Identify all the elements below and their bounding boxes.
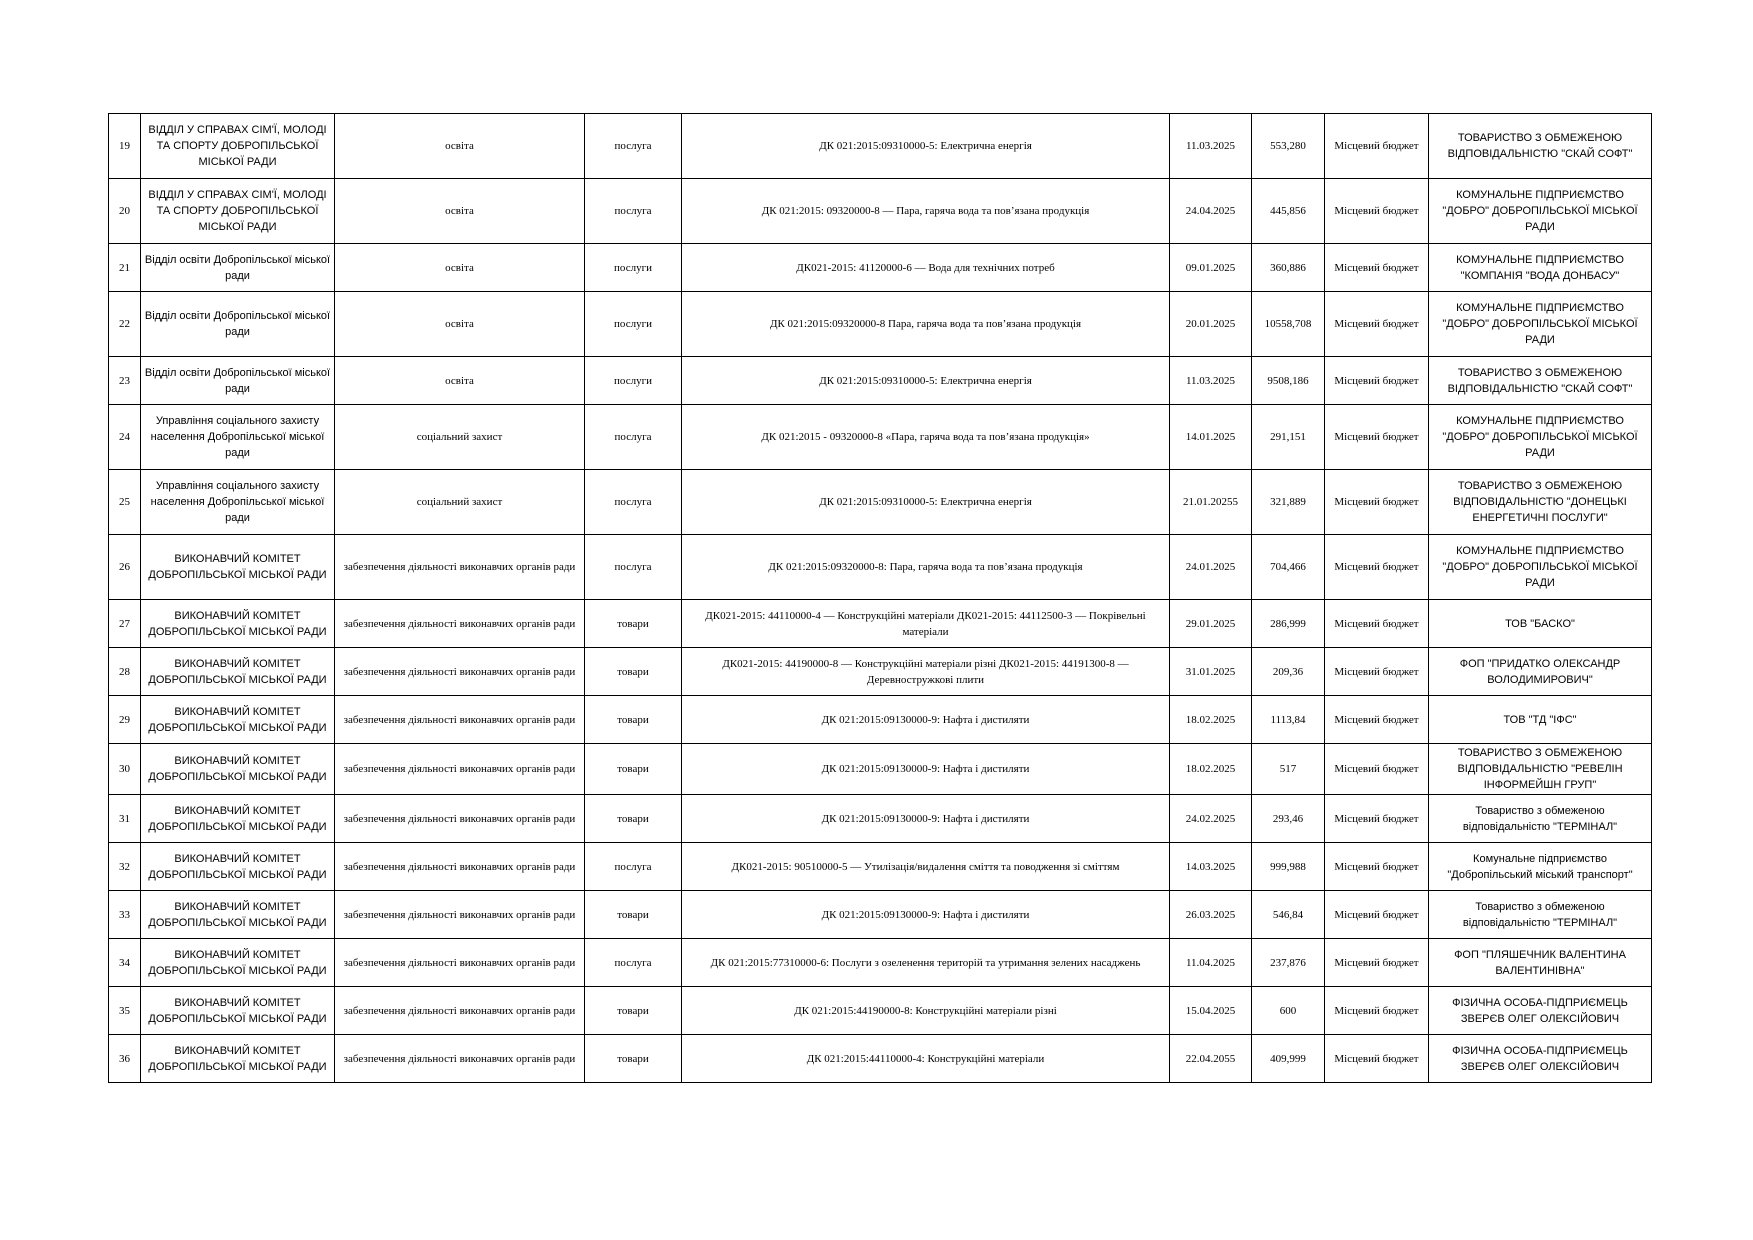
subject-cell: ДК 021:2015:44110000-4: Конструкційні матеріали <box>682 1035 1170 1083</box>
sector-cell: освіта <box>335 179 585 244</box>
funding-source-cell: Місцевий бюджет <box>1325 987 1429 1035</box>
sector-cell: забезпечення діяльності виконавчих органів ради <box>335 696 585 744</box>
subject-cell: ДК 021:2015:77310000-6: Послуги з озеленення територій та утримання зелених насаджень <box>682 939 1170 987</box>
customer-cell: ВИКОНАВЧИЙ КОМІТЕТ ДОБРОПІЛЬСЬКОЇ МІСЬКОЇ РАДИ <box>141 535 335 600</box>
row-number: 33 <box>109 891 141 939</box>
funding-source-cell: Місцевий бюджет <box>1325 357 1429 405</box>
supplier-cell: Товариство з обмеженою відповідальністю "ТЕРМІНАЛ" <box>1429 795 1652 843</box>
date-cell: 11.04.2025 <box>1170 939 1252 987</box>
sector-cell: забезпечення діяльності виконавчих органів ради <box>335 535 585 600</box>
row-number: 31 <box>109 795 141 843</box>
procurement-type-cell: послуга <box>585 535 682 600</box>
amount-cell: 209,36 <box>1252 648 1325 696</box>
amount-cell: 704,466 <box>1252 535 1325 600</box>
amount-cell: 600 <box>1252 987 1325 1035</box>
sector-cell: забезпечення діяльності виконавчих органів ради <box>335 843 585 891</box>
amount-cell: 999,988 <box>1252 843 1325 891</box>
procurement-type-cell: послуга <box>585 179 682 244</box>
sector-cell: забезпечення діяльності виконавчих органів ради <box>335 744 585 795</box>
supplier-cell: Товариство з обмеженою відповідальністю "ТЕРМІНАЛ" <box>1429 891 1652 939</box>
subject-cell: ДК 021:2015:09130000-9: Нафта і дистиляти <box>682 891 1170 939</box>
customer-cell: ВИКОНАВЧИЙ КОМІТЕТ ДОБРОПІЛЬСЬКОЇ МІСЬКОЇ РАДИ <box>141 1035 335 1083</box>
funding-source-cell: Місцевий бюджет <box>1325 244 1429 292</box>
funding-source-cell: Місцевий бюджет <box>1325 648 1429 696</box>
funding-source-cell: Місцевий бюджет <box>1325 114 1429 179</box>
table-row <box>109 795 1652 843</box>
sector-cell: забезпечення діяльності виконавчих органів ради <box>335 648 585 696</box>
row-number: 23 <box>109 357 141 405</box>
date-cell: 26.03.2025 <box>1170 891 1252 939</box>
procurement-type-cell: товари <box>585 891 682 939</box>
customer-cell: ВИКОНАВЧИЙ КОМІТЕТ ДОБРОПІЛЬСЬКОЇ МІСЬКОЇ РАДИ <box>141 795 335 843</box>
funding-source-cell: Місцевий бюджет <box>1325 744 1429 795</box>
procurement-type-cell: послуга <box>585 939 682 987</box>
table-row <box>109 987 1652 1035</box>
supplier-cell: ТОВАРИСТВО З ОБМЕЖЕНОЮ ВІДПОВІДАЛЬНІСТЮ "СКАЙ СОФТ" <box>1429 114 1652 179</box>
procurement-type-cell: товари <box>585 1035 682 1083</box>
supplier-cell: ФІЗИЧНА ОСОБА-ПІДПРИЄМЕЦЬ ЗВЕРЄВ ОЛЕГ ОЛЕКСІЙОВИЧ <box>1429 987 1652 1035</box>
procurement-type-cell: послуга <box>585 405 682 470</box>
subject-cell: ДК021-2015: 44110000-4 — Конструкційні матеріали ДК021-2015: 44112500-3 — Покрівельні матеріали <box>682 600 1170 648</box>
date-cell: 18.02.2025 <box>1170 696 1252 744</box>
funding-source-cell: Місцевий бюджет <box>1325 600 1429 648</box>
customer-cell: ВИКОНАВЧИЙ КОМІТЕТ ДОБРОПІЛЬСЬКОЇ МІСЬКОЇ РАДИ <box>141 744 335 795</box>
procurement-type-cell: товари <box>585 744 682 795</box>
amount-cell: 9508,186 <box>1252 357 1325 405</box>
customer-cell: Відділ освіти Добропільської міської ради <box>141 292 335 357</box>
amount-cell: 321,889 <box>1252 470 1325 535</box>
amount-cell: 237,876 <box>1252 939 1325 987</box>
procurement-type-cell: товари <box>585 696 682 744</box>
subject-cell: ДК 021:2015:09130000-9: Нафта і дистиляти <box>682 696 1170 744</box>
sector-cell: забезпечення діяльності виконавчих органів ради <box>335 1035 585 1083</box>
amount-cell: 553,280 <box>1252 114 1325 179</box>
subject-cell: ДК 021:2015 - 09320000-8 «Пара, гаряча вода та пов’язана продукція» <box>682 405 1170 470</box>
funding-source-cell: Місцевий бюджет <box>1325 470 1429 535</box>
row-number: 22 <box>109 292 141 357</box>
funding-source-cell: Місцевий бюджет <box>1325 696 1429 744</box>
row-number: 19 <box>109 114 141 179</box>
subject-cell: ДК 021:2015: 09320000-8 — Пара, гаряча вода та пов’язана продукція <box>682 179 1170 244</box>
table-row <box>109 1035 1652 1083</box>
sector-cell: соціальний захист <box>335 405 585 470</box>
customer-cell: Відділ освіти Добропільської міської ради <box>141 357 335 405</box>
date-cell: 31.01.2025 <box>1170 648 1252 696</box>
supplier-cell: ТОВАРИСТВО З ОБМЕЖЕНОЮ ВІДПОВІДАЛЬНІСТЮ "ДОНЕЦЬКІ ЕНЕРГЕТИЧНІ ПОСЛУГИ" <box>1429 470 1652 535</box>
date-cell: 24.02.2025 <box>1170 795 1252 843</box>
sector-cell: забезпечення діяльності виконавчих органів ради <box>335 600 585 648</box>
subject-cell: ДК 021:2015:09310000-5: Електрична енергія <box>682 357 1170 405</box>
date-cell: 24.01.2025 <box>1170 535 1252 600</box>
row-number: 36 <box>109 1035 141 1083</box>
supplier-cell: КОМУНАЛЬНЕ ПІДПРИЄМСТВО "ДОБРО" ДОБРОПІЛЬСЬКОЇ МІСЬКОЇ РАДИ <box>1429 292 1652 357</box>
subject-cell: ДК021-2015: 44190000-8 — Конструкційні матеріали різні ДК021-2015: 44191300-8 — Деревностружкові плити <box>682 648 1170 696</box>
date-cell: 21.01.20255 <box>1170 470 1252 535</box>
sector-cell: забезпечення діяльності виконавчих органів ради <box>335 891 585 939</box>
customer-cell: ВИКОНАВЧИЙ КОМІТЕТ ДОБРОПІЛЬСЬКОЇ МІСЬКОЇ РАДИ <box>141 696 335 744</box>
procurement-type-cell: товари <box>585 987 682 1035</box>
table-row <box>109 843 1652 891</box>
subject-cell: ДК 021:2015:09320000-8 Пара, гаряча вода та пов’язана продукція <box>682 292 1170 357</box>
date-cell: 15.04.2025 <box>1170 987 1252 1035</box>
sector-cell: освіта <box>335 114 585 179</box>
amount-cell: 286,999 <box>1252 600 1325 648</box>
row-number: 30 <box>109 744 141 795</box>
supplier-cell: ТОВ "ТД "ІФС" <box>1429 696 1652 744</box>
funding-source-cell: Місцевий бюджет <box>1325 891 1429 939</box>
date-cell: 11.03.2025 <box>1170 114 1252 179</box>
procurement-type-cell: товари <box>585 795 682 843</box>
row-number: 25 <box>109 470 141 535</box>
customer-cell: ВІДДІЛ У СПРАВАХ СІМ'Ї, МОЛОДІ ТА СПОРТУ ДОБРОПІЛЬСЬКОЇ МІСЬКОЇ РАДИ <box>141 179 335 244</box>
date-cell: 18.02.2025 <box>1170 744 1252 795</box>
funding-source-cell: Місцевий бюджет <box>1325 795 1429 843</box>
funding-source-cell: Місцевий бюджет <box>1325 179 1429 244</box>
table-row <box>109 114 1652 179</box>
row-number: 34 <box>109 939 141 987</box>
subject-cell: ДК 021:2015:09310000-5: Електрична енергія <box>682 470 1170 535</box>
procurement-type-cell: послуги <box>585 357 682 405</box>
sector-cell: забезпечення діяльності виконавчих органів ради <box>335 795 585 843</box>
customer-cell: ВІДДІЛ У СПРАВАХ СІМ'Ї, МОЛОДІ ТА СПОРТУ ДОБРОПІЛЬСЬКОЇ МІСЬКОЇ РАДИ <box>141 114 335 179</box>
row-number: 32 <box>109 843 141 891</box>
customer-cell: ВИКОНАВЧИЙ КОМІТЕТ ДОБРОПІЛЬСЬКОЇ МІСЬКОЇ РАДИ <box>141 891 335 939</box>
supplier-cell: Комунальне підприємство "Добропільський міський транспорт" <box>1429 843 1652 891</box>
procurement-type-cell: товари <box>585 600 682 648</box>
supplier-cell: ФІЗИЧНА ОСОБА-ПІДПРИЄМЕЦЬ ЗВЕРЄВ ОЛЕГ ОЛЕКСІЙОВИЧ <box>1429 1035 1652 1083</box>
table-row <box>109 891 1652 939</box>
customer-cell: ВИКОНАВЧИЙ КОМІТЕТ ДОБРОПІЛЬСЬКОЇ МІСЬКОЇ РАДИ <box>141 648 335 696</box>
amount-cell: 293,46 <box>1252 795 1325 843</box>
customer-cell: ВИКОНАВЧИЙ КОМІТЕТ ДОБРОПІЛЬСЬКОЇ МІСЬКОЇ РАДИ <box>141 939 335 987</box>
subject-cell: ДК 021:2015:09310000-5: Електрична енергія <box>682 114 1170 179</box>
subject-cell: ДК 021:2015:09320000-8: Пара, гаряча вода та пов’язана продукція <box>682 535 1170 600</box>
customer-cell: ВИКОНАВЧИЙ КОМІТЕТ ДОБРОПІЛЬСЬКОЇ МІСЬКОЇ РАДИ <box>141 843 335 891</box>
supplier-cell: КОМУНАЛЬНЕ ПІДПРИЄМСТВО "ДОБРО" ДОБРОПІЛЬСЬКОЇ МІСЬКОЇ РАДИ <box>1429 535 1652 600</box>
row-number: 35 <box>109 987 141 1035</box>
table-row <box>109 696 1652 744</box>
row-number: 27 <box>109 600 141 648</box>
customer-cell: Управління соціального захисту населення Добропільської міської ради <box>141 470 335 535</box>
table-row <box>109 939 1652 987</box>
procurement-type-cell: послуги <box>585 292 682 357</box>
sector-cell: соціальний захист <box>335 470 585 535</box>
date-cell: 14.01.2025 <box>1170 405 1252 470</box>
table-row <box>109 244 1652 292</box>
document-page <box>108 113 1651 1083</box>
supplier-cell: КОМУНАЛЬНЕ ПІДПРИЄМСТВО "ДОБРО" ДОБРОПІЛЬСЬКОЇ МІСЬКОЇ РАДИ <box>1429 179 1652 244</box>
table-row <box>109 292 1652 357</box>
procurement-type-cell: послуги <box>585 244 682 292</box>
date-cell: 14.03.2025 <box>1170 843 1252 891</box>
funding-source-cell: Місцевий бюджет <box>1325 535 1429 600</box>
funding-source-cell: Місцевий бюджет <box>1325 1035 1429 1083</box>
row-number: 26 <box>109 535 141 600</box>
amount-cell: 546,84 <box>1252 891 1325 939</box>
procurement-type-cell: послуга <box>585 470 682 535</box>
date-cell: 24.04.2025 <box>1170 179 1252 244</box>
customer-cell: ВИКОНАВЧИЙ КОМІТЕТ ДОБРОПІЛЬСЬКОЇ МІСЬКОЇ РАДИ <box>141 987 335 1035</box>
table-row <box>109 600 1652 648</box>
funding-source-cell: Місцевий бюджет <box>1325 939 1429 987</box>
procurement-type-cell: послуга <box>585 114 682 179</box>
row-number: 21 <box>109 244 141 292</box>
amount-cell: 445,856 <box>1252 179 1325 244</box>
subject-cell: ДК021-2015: 90510000-5 — Утилізація/видалення сміття та поводження зі сміттям <box>682 843 1170 891</box>
funding-source-cell: Місцевий бюджет <box>1325 405 1429 470</box>
date-cell: 20.01.2025 <box>1170 292 1252 357</box>
date-cell: 22.04.2055 <box>1170 1035 1252 1083</box>
sector-cell: забезпечення діяльності виконавчих органів ради <box>335 939 585 987</box>
date-cell: 29.01.2025 <box>1170 600 1252 648</box>
sector-cell: освіта <box>335 244 585 292</box>
row-number: 29 <box>109 696 141 744</box>
procurement-type-cell: товари <box>585 648 682 696</box>
customer-cell: ВИКОНАВЧИЙ КОМІТЕТ ДОБРОПІЛЬСЬКОЇ МІСЬКОЇ РАДИ <box>141 600 335 648</box>
funding-source-cell: Місцевий бюджет <box>1325 292 1429 357</box>
amount-cell: 360,886 <box>1252 244 1325 292</box>
table-row <box>109 535 1652 600</box>
supplier-cell: ФОП "ПЛЯШЕЧНИК ВАЛЕНТИНА ВАЛЕНТИНІВНА" <box>1429 939 1652 987</box>
amount-cell: 10558,708 <box>1252 292 1325 357</box>
supplier-cell: ФОП "ПРИДАТКО ОЛЕКСАНДР ВОЛОДИМИРОВИЧ" <box>1429 648 1652 696</box>
funding-source-cell: Місцевий бюджет <box>1325 843 1429 891</box>
table-body <box>109 114 1652 1083</box>
sector-cell: забезпечення діяльності виконавчих органів ради <box>335 987 585 1035</box>
amount-cell: 517 <box>1252 744 1325 795</box>
subject-cell: ДК021-2015: 41120000-6 — Вода для технічних потреб <box>682 244 1170 292</box>
subject-cell: ДК 021:2015:09130000-9: Нафта і дистиляти <box>682 744 1170 795</box>
supplier-cell: КОМУНАЛЬНЕ ПІДПРИЄМСТВО "ДОБРО" ДОБРОПІЛЬСЬКОЇ МІСЬКОЇ РАДИ <box>1429 405 1652 470</box>
procurement-table <box>108 113 1652 1083</box>
supplier-cell: ТОВ "БАСКО" <box>1429 600 1652 648</box>
table-row <box>109 470 1652 535</box>
subject-cell: ДК 021:2015:09130000-9: Нафта і дистиляти <box>682 795 1170 843</box>
supplier-cell: ТОВАРИСТВО З ОБМЕЖЕНОЮ ВІДПОВІДАЛЬНІСТЮ "СКАЙ СОФТ" <box>1429 357 1652 405</box>
table-row <box>109 648 1652 696</box>
sector-cell: освіта <box>335 292 585 357</box>
amount-cell: 409,999 <box>1252 1035 1325 1083</box>
procurement-type-cell: послуга <box>585 843 682 891</box>
row-number: 20 <box>109 179 141 244</box>
customer-cell: Управління соціального захисту населення Добропільської міської ради <box>141 405 335 470</box>
row-number: 28 <box>109 648 141 696</box>
supplier-cell: ТОВАРИСТВО З ОБМЕЖЕНОЮ ВІДПОВІДАЛЬНІСТЮ "РЕВЕЛІН ІНФОРМЕЙШН ГРУП" <box>1429 744 1652 795</box>
table-row <box>109 357 1652 405</box>
table-row <box>109 405 1652 470</box>
subject-cell: ДК 021:2015:44190000-8: Конструкційні матеріали різні <box>682 987 1170 1035</box>
table-row <box>109 179 1652 244</box>
customer-cell: Відділ освіти Добропільської міської ради <box>141 244 335 292</box>
table-row <box>109 744 1652 795</box>
date-cell: 11.03.2025 <box>1170 357 1252 405</box>
sector-cell: освіта <box>335 357 585 405</box>
supplier-cell: КОМУНАЛЬНЕ ПІДПРИЄМСТВО "КОМПАНІЯ "ВОДА ДОНБАСУ" <box>1429 244 1652 292</box>
amount-cell: 291,151 <box>1252 405 1325 470</box>
date-cell: 09.01.2025 <box>1170 244 1252 292</box>
row-number: 24 <box>109 405 141 470</box>
amount-cell: 1113,84 <box>1252 696 1325 744</box>
